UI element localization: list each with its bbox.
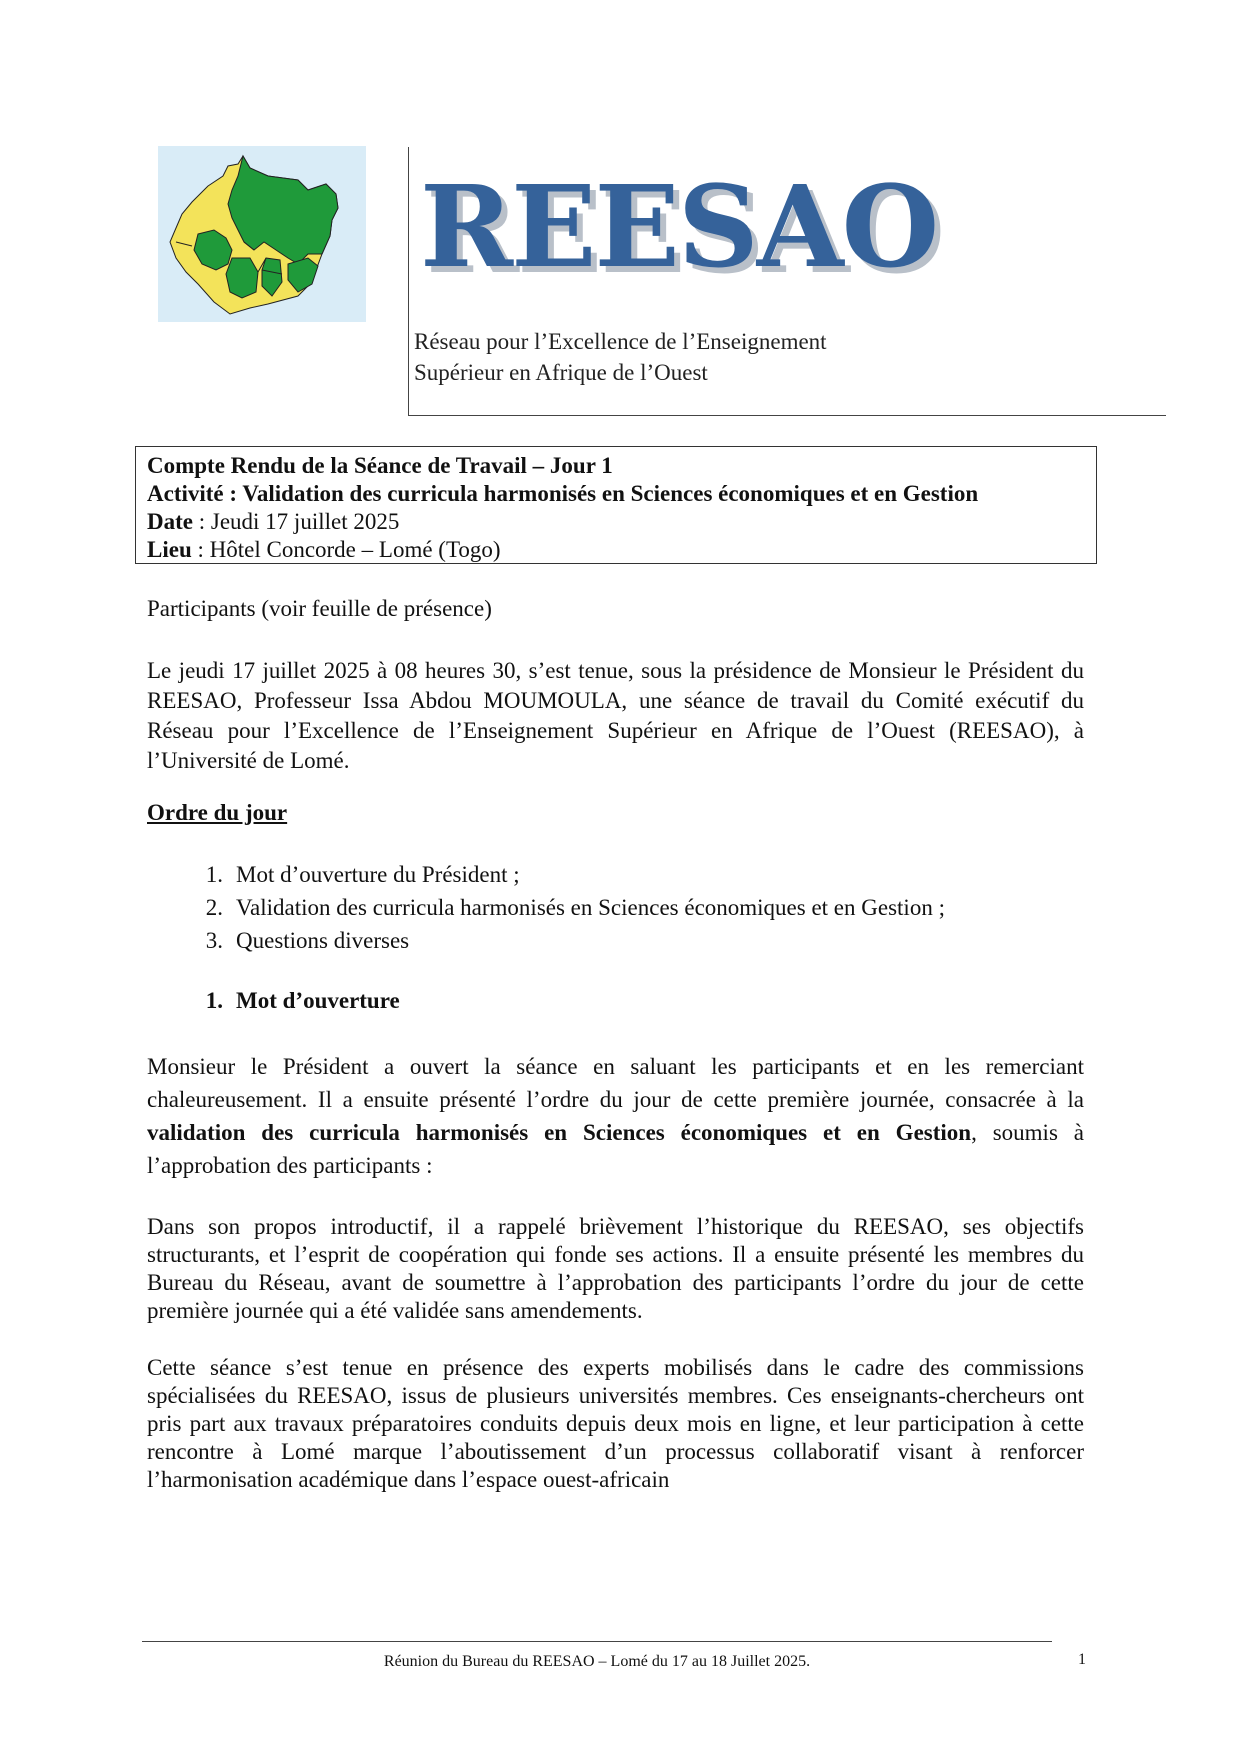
brand-subtitle-line-1: Réseau pour l’Excellence de l’Enseignement — [414, 329, 827, 354]
list-item — [147, 858, 945, 891]
date-value: : Jeudi 17 juillet 2025 — [192, 509, 400, 534]
place-label: Lieu — [147, 537, 192, 562]
agenda-number: 1. — [205, 862, 223, 887]
report-title: Compte Rendu de la Séance de Travail – Jour 1 — [147, 453, 613, 478]
activity-value: Validation des curricula harmonisés en Sciences économiques et en Gestion — [242, 481, 979, 506]
opening-paragraph-part-2: , soumis à l’approbation des participants : — [147, 1120, 1085, 1178]
introductory-remarks-paragraph: Dans son propos introductif, il a rappelé brièvement l’historique du REESAO, ses objectifs structurants, et l’esprit de coopération qui fonde ses actions. Il a ensuite présenté les membres du Bureau du Réseau, avant de soumettre à l’approbation des participants l’ordre du jour de cette première journée qui a été validée sans amendements. — [147, 1214, 1084, 1323]
agenda-text: Mot d’ouverture du Président ; — [236, 862, 520, 887]
header-vertical-rule — [408, 147, 409, 415]
agenda-number: 3. — [205, 928, 223, 953]
west-africa-map-logo — [158, 146, 366, 322]
participants-line: Participants (voir feuille de présence) — [147, 596, 492, 621]
agenda-list — [147, 858, 945, 957]
date-label: Date — [147, 509, 193, 534]
header-horizontal-rule — [408, 415, 1166, 416]
opening-paragraph — [147, 1050, 1084, 1182]
place-line — [147, 536, 1085, 564]
section-1-heading — [147, 988, 400, 1014]
agenda-text: Questions diverses — [236, 928, 410, 953]
footer-text: Réunion du Bureau du REESAO – Lomé du 17 au 18 Juillet 2025. — [383, 1653, 811, 1670]
list-item — [147, 924, 945, 957]
experts-paragraph: Cette séance s’est tenue en présence des experts mobilisés dans le cadre des commissions spécialisées du REESAO, issus de plusieurs universités membres. Ces enseignants-chercheurs ont pris part aux travaux préparatoires conduits depuis deux mois en ligne, et leur participation à cette rencontre à Lomé marque l’aboutissement d’un processus collaboratif visant à renforcer l’harmonisation académique dans l’espace ouest-africain — [147, 1355, 1084, 1492]
page-number: 1 — [1078, 1651, 1086, 1668]
footer-rule — [142, 1641, 1052, 1642]
activity-label: Activité : — [147, 481, 243, 506]
brand-subtitle — [414, 326, 827, 388]
agenda-heading-wrap — [147, 798, 1084, 828]
agenda-number: 2. — [205, 895, 223, 920]
place-value: : Hôtel Concorde – Lomé (Togo) — [191, 537, 501, 562]
section-1-title: Mot d’ouverture — [236, 988, 400, 1013]
list-item — [147, 891, 945, 924]
meeting-info-box — [135, 446, 1097, 564]
map-icon — [158, 146, 366, 322]
activity-line — [147, 480, 1085, 508]
agenda-heading: Ordre du jour — [147, 800, 288, 825]
opening-paragraph-bold: validation des curricula harmonisés en Sciences économiques et en Gestion — [147, 1120, 972, 1145]
opening-paragraph-part-1: Monsieur le Président a ouvert la séance en saluant les participants et en les remerciant chaleureusement. Il a ensuite présenté l’ordre du jour de cette première journée, consacrée à la — [147, 1054, 1084, 1112]
brand-subtitle-line-2: Supérieur en Afrique de l’Ouest — [414, 360, 708, 385]
section-1-number: 1. — [205, 988, 223, 1013]
brand-title: REESAO — [420, 162, 938, 293]
intro-paragraph: Le jeudi 17 juillet 2025 à 08 heures 30, s’est tenue, sous la présidence de Monsieur le Président du REESAO, Professeur Issa Abdou MOUMOULA, une séance de travail du Comité exécutif du Réseau pour l’Excellence de l’Enseignement Supérieur en Afrique de l’Ouest (REESAO), à l’Université de Lomé. — [147, 658, 1084, 773]
date-line — [147, 508, 1085, 536]
agenda-text: Validation des curricula harmonisés en Sciences économiques et en Gestion ; — [236, 895, 945, 920]
